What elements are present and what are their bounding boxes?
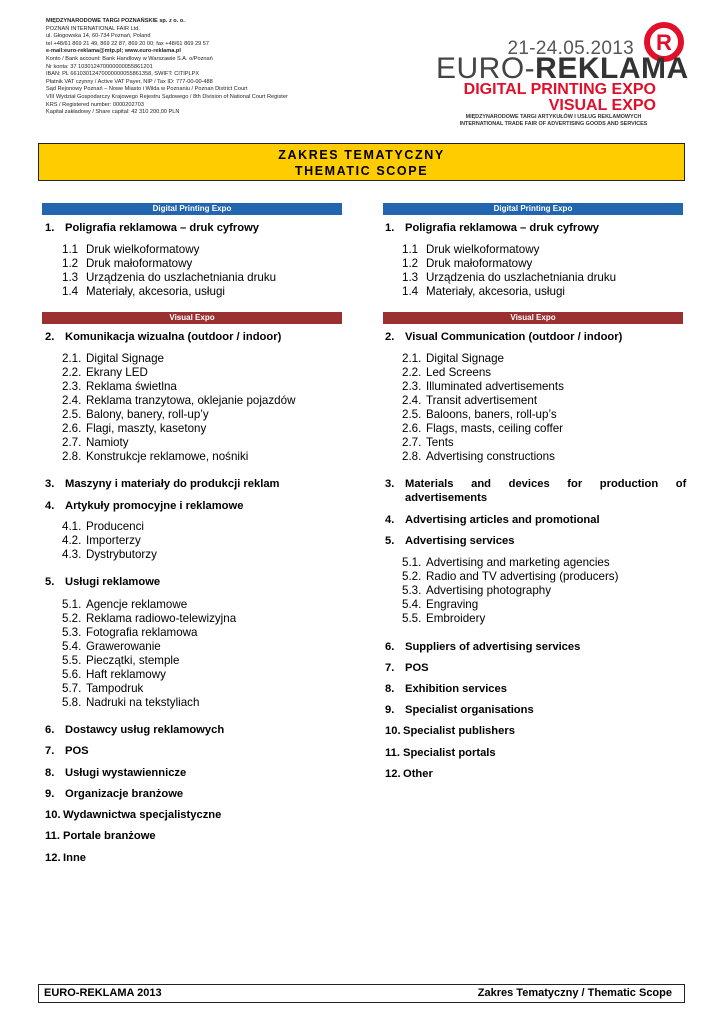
subitem-text: Producenci: [86, 520, 145, 533]
subitem-number: 2.3.: [62, 380, 82, 393]
heading-text: Other: [403, 768, 433, 780]
subitem-number: 2.1.: [62, 352, 82, 365]
title-en: THEMATIC SCOPE: [294, 164, 429, 178]
subitem-number: 5.3.: [62, 626, 82, 639]
heading-text: Suppliers of advertising services: [405, 641, 581, 653]
heading-text: Dostawcy usług reklamowych: [65, 724, 225, 736]
subitem-text: Baloons, baners, roll-up’s: [426, 408, 557, 421]
subitem-number: 5.5.: [62, 654, 82, 667]
subitem-number: 5.7.: [62, 682, 82, 695]
subitem-text: Reklama tranzytowa, oklejanie pojazdów: [86, 394, 296, 407]
heading-number: 10.: [385, 725, 401, 737]
heading-text: Poligrafia reklamowa – druk cyfrowy: [65, 222, 259, 234]
subitem-number: 5.2.: [62, 612, 82, 625]
title-banner: [38, 143, 685, 181]
title-pl: ZAKRES TEMATYCZNY: [278, 148, 445, 162]
subitem-number: 2.7.: [62, 436, 82, 449]
heading-number: 7.: [385, 662, 395, 674]
subitem-text: Balony, banery, roll-up’y: [86, 408, 209, 421]
subitem-text: Druk małoformatowy: [86, 257, 193, 270]
subitem-text: Dystrybutorzy: [86, 548, 157, 561]
heading-number: 11.: [385, 747, 400, 759]
heading-number: 3.: [45, 478, 55, 490]
subitem-text: Advertising photography: [426, 584, 552, 597]
subitem-text: Tents: [426, 436, 454, 449]
subitem-number: 2.2.: [62, 366, 82, 379]
subitem-text: Pieczątki, stemple: [86, 654, 180, 667]
subitem-number: 1.2: [402, 257, 419, 270]
heading-text: Specialist publishers: [403, 725, 515, 737]
heading-number: 12.: [45, 852, 61, 864]
fair-dates: 21-24.05.2013: [507, 38, 634, 59]
subitem-number: 2.8.: [402, 450, 422, 463]
heading-text-continued: advertisements: [405, 492, 488, 504]
left-digital-bar: Digital Printing Expo: [42, 203, 342, 215]
subitem-number: 2.3.: [402, 380, 422, 393]
heading-number: 2.: [385, 331, 395, 343]
subitem-text: Materiały, akcesoria, usługi: [86, 285, 225, 298]
heading-number: 9.: [385, 704, 395, 716]
subitem-text: Druk wielkoformatowy: [426, 243, 540, 256]
subitem-text: Nadruki na tekstyliach: [86, 696, 200, 709]
subitem-text: Ekrany LED: [86, 366, 148, 379]
subitem-text: Haft reklamowy: [86, 668, 166, 681]
subitem-text: Illuminated advertisements: [426, 380, 564, 393]
subitem-text: Engraving: [426, 598, 479, 611]
subitem-number: 2.6.: [402, 422, 422, 435]
subitem-number: 2.5.: [62, 408, 82, 421]
subitem-number: 2.2.: [402, 366, 422, 379]
heading-number: 6.: [385, 641, 395, 653]
heading-number: 5.: [45, 576, 55, 588]
subitem-text: Namioty: [86, 436, 129, 449]
subitem-number: 1.4: [62, 285, 79, 298]
company-info: [46, 18, 346, 117]
subitem-number: 2.4.: [62, 394, 82, 407]
subitem-text: Agencje reklamowe: [86, 598, 188, 611]
subitem-number: 1.2: [62, 257, 79, 270]
company-info-line: KRS / Registered number: 0000202703: [46, 101, 144, 108]
company-info-line: MIĘDZYNARODOWE TARGI POZNAŃSKIE sp. z o. o.: [46, 18, 185, 24]
heading-number: 8.: [385, 683, 395, 695]
subitem-text: Advertising and marketing agencies: [426, 556, 610, 569]
euro-reklama-logo: [436, 20, 689, 135]
heading-text: Advertising articles and promotional: [405, 514, 600, 526]
company-info-line: Nr konta: 37 103012470000000055861201: [46, 63, 153, 70]
subitem-number: 2.8.: [62, 450, 82, 463]
company-info-line: VIII Wydział Gospodarczy Krajowego Rejestru Sądowego / 8th Division of National Court Register: [46, 93, 288, 100]
subitem-text: Advertising constructions: [426, 450, 555, 463]
subitem-text: Konstrukcje reklamowe, nośniki: [86, 450, 249, 463]
subitem-text: Druk małoformatowy: [426, 257, 533, 270]
subitem-number: 5.2.: [402, 570, 422, 583]
heading-text: Portale branżowe: [63, 830, 156, 842]
logo-name: EURO-REKLAMA: [436, 52, 689, 85]
heading-text: Inne: [63, 852, 86, 864]
subitem-number: 1.3: [62, 271, 79, 284]
subitem-text: Urządzenia do uszlachetniania druku: [86, 271, 277, 284]
heading-text: Exhibition services: [405, 683, 507, 695]
heading-number: 9.: [45, 788, 55, 800]
subitem-number: 5.1.: [402, 556, 422, 569]
subitem-text: Urządzenia do uszlachetniania druku: [426, 271, 617, 284]
heading-number: 3.: [385, 478, 395, 490]
subitem-text: Materiały, akcesoria, usługi: [426, 285, 565, 298]
heading-number: 7.: [45, 745, 55, 757]
subitem-text: Radio and TV advertising (producers): [426, 570, 619, 583]
subitem-number: 5.4.: [402, 598, 422, 611]
subitem-text: Reklama radiowo-telewizyjna: [86, 612, 237, 625]
subitem-text: Tampodruk: [86, 682, 144, 695]
subitem-text: Grawerowanie: [86, 640, 161, 653]
right-visual-bar: Visual Expo: [383, 312, 683, 324]
subitem-number: 5.6.: [62, 668, 82, 681]
subitem-text: Fotografia reklamowa: [86, 626, 198, 639]
heading-text: Maszyny i materiały do produkcji reklam: [65, 478, 280, 490]
heading-text: Artykuły promocyjne i reklamowe: [65, 500, 244, 512]
company-info-line: ul. Głogowska 14, 60-734 Poznań, Poland: [46, 33, 151, 40]
subitem-number: 5.1.: [62, 598, 82, 611]
heading-number: 5.: [385, 535, 395, 547]
left-visual-bar: Visual Expo: [42, 312, 342, 324]
subitem-text: Flagi, maszty, kasetony: [86, 422, 207, 435]
subitem-number: 2.6.: [62, 422, 82, 435]
logo-visual-expo: VISUAL EXPO: [548, 97, 656, 114]
heading-text: Usługi reklamowe: [65, 576, 161, 588]
company-info-line: tel +48/61 869 21 49, 869 22 87, 869 20 00; fax +48/61 869 29 57: [46, 40, 209, 47]
right-digital-bar: Digital Printing Expo: [383, 203, 683, 215]
logo-tagline: MIĘDZYNARODOWE TARGI ARTYKUŁÓW I USŁUG REKLAMOWYCH INTERNATIONAL TRADE FAIR OF ADVERTISING GOODS AND SERVICES: [459, 114, 648, 127]
heading-text: Poligrafia reklamowa – druk cyfrowy: [405, 222, 599, 234]
subitem-number: 2.4.: [402, 394, 422, 407]
heading-text: Wydawnictwa specjalistyczne: [63, 809, 222, 821]
heading-text: Organizacje branżowe: [65, 788, 184, 800]
footer: [38, 984, 685, 1003]
heading-number: 12.: [385, 768, 401, 780]
subitem-text: Transit advertisement: [426, 394, 538, 407]
subitem-text: Embroidery: [426, 612, 486, 625]
heading-text: Materials and devices for production of: [405, 478, 687, 490]
svg-text:R: R: [656, 30, 672, 55]
subitem-number: 2.1.: [402, 352, 422, 365]
heading-number: 6.: [45, 724, 55, 736]
heading-number: 1.: [45, 222, 55, 234]
logo-digital-printing-expo: DIGITAL PRINTING EXPO: [463, 81, 656, 98]
subitem-text: Digital Signage: [426, 352, 504, 365]
heading-text: Komunikacja wizualna (outdoor / indoor): [65, 331, 282, 343]
heading-number: 2.: [45, 331, 55, 343]
subitem-number: 2.5.: [402, 408, 422, 421]
subitem-text: Flags, masts, ceiling coffer: [426, 422, 564, 435]
footer-left: EURO-REKLAMA 2013: [44, 987, 162, 999]
heading-text: Visual Communication (outdoor / indoor): [405, 331, 623, 343]
subitem-number: 1.3: [402, 271, 419, 284]
heading-text: Specialist organisations: [405, 704, 534, 716]
heading-number: 11.: [45, 830, 60, 842]
subitem-number: 1.1: [62, 243, 79, 256]
subitem-text: Digital Signage: [86, 352, 164, 365]
subitem-text: Reklama świetlna: [86, 380, 177, 393]
heading-text: Advertising services: [405, 535, 515, 547]
subitem-text: Led Screens: [426, 366, 492, 379]
subitem-number: 5.4.: [62, 640, 82, 653]
subitem-number: 2.7.: [402, 436, 422, 449]
company-info-line: e-mail:euro-reklama@mtp.pl; www.euro-reklama.pl: [46, 48, 181, 55]
subitem-number: 5.5.: [402, 612, 422, 625]
heading-number: 1.: [385, 222, 395, 234]
company-info-line: Płatnik VAT czynny / Active VAT Payer, NIP / Tax ID: 777-00-00-488: [46, 78, 213, 85]
subitem-number: 1.4: [402, 285, 419, 298]
subitem-number: 4.1.: [62, 520, 82, 533]
company-info-line: Kapitał zakładowy / Share capital: 42 310 200,00 PLN: [46, 109, 180, 116]
heading-text: Specialist portals: [403, 747, 496, 759]
subitem-number: 4.2.: [62, 534, 82, 547]
heading-number: 4.: [385, 514, 395, 526]
company-info-line: Konto / Bank account: Bank Handlowy w Warszawie S.A. o/Poznań: [46, 55, 213, 62]
heading-text: Usługi wystawiennicze: [65, 767, 187, 779]
company-info-line: IBAN: PL 66103012470000000055861358, SWIFT: CITIPLPX: [46, 71, 200, 78]
heading-text: POS: [65, 745, 89, 757]
footer-right: Zakres Tematyczny / Thematic Scope: [477, 987, 672, 999]
subitem-number: 4.3.: [62, 548, 82, 561]
subitem-number: 5.3.: [402, 584, 422, 597]
company-info-line: POZNAŃ INTERNATIONAL FAIR Ltd.: [46, 25, 140, 32]
subitem-number: 5.8.: [62, 696, 82, 709]
subitem-number: 1.1: [402, 243, 419, 256]
heading-number: 10.: [45, 809, 61, 821]
heading-number: 8.: [45, 767, 55, 779]
heading-number: 4.: [45, 500, 55, 512]
company-info-line: Sąd Rejonowy Poznań – Nowe Miasto i Wilda w Poznaniu / Poznan District Court: [46, 86, 248, 93]
subitem-text: Druk wielkoformatowy: [86, 243, 200, 256]
heading-text: POS: [405, 662, 429, 674]
subitem-text: Importerzy: [86, 534, 141, 547]
